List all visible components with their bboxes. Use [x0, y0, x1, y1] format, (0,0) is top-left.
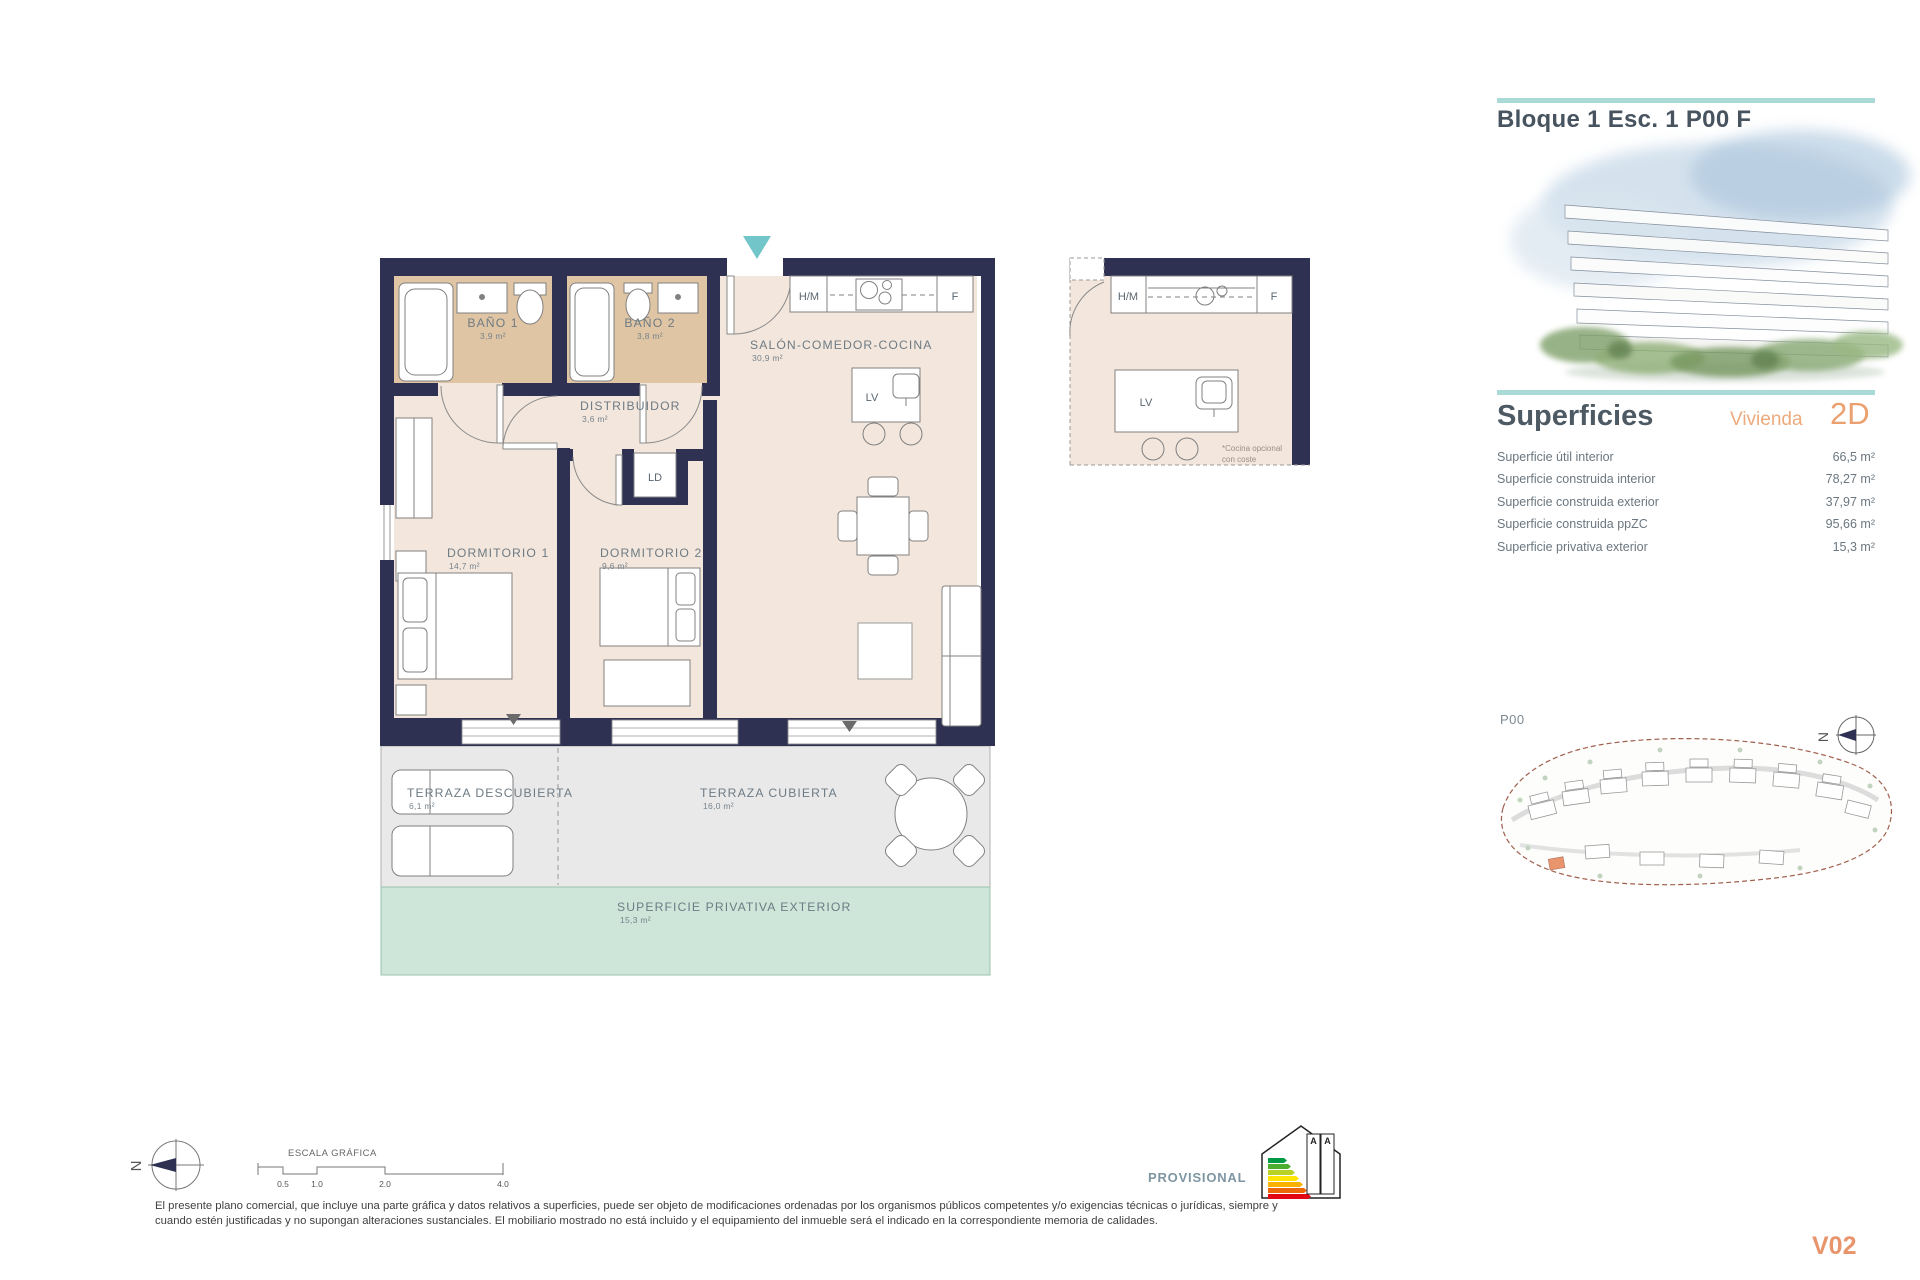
label-ld: LD	[647, 472, 663, 484]
area-salon: 30,9 m²	[752, 353, 783, 363]
superficie-label: Superficie privativa exterior	[1497, 539, 1648, 554]
site-north-letter: N	[1815, 731, 1831, 743]
superficie-value: 78,27 m²	[1825, 472, 1875, 487]
scale-tick-20: 2.0	[379, 1179, 391, 1189]
superficie-value: 15,3 m²	[1832, 539, 1875, 554]
rug	[858, 623, 912, 679]
entrance-marker	[743, 236, 771, 259]
vivienda-label: Vivienda	[1730, 409, 1803, 430]
area-terraza-descubierta: 6,1 m²	[409, 801, 435, 811]
superficies-row	[1497, 517, 1875, 539]
energy-rating-icon	[1262, 1126, 1340, 1199]
label-distribuidor: DISTRIBUIDOR	[580, 399, 681, 413]
scale-tick-05: 0.5	[277, 1179, 289, 1189]
building-rendering	[1510, 130, 1910, 382]
area-dormitorio1: 14,7 m²	[449, 561, 480, 571]
energy-letter-2: A	[1324, 1136, 1331, 1146]
inset-label-hm: H/M	[1117, 291, 1139, 303]
disclaimer-line-2: cuando estén justificadas y no supongan alteraciones sustanciales. El mobiliario mostrado no está incluido y el equipamiento del inmueble será el indicado en la correspondiente memoria de calidades.	[155, 1214, 1158, 1227]
sofa	[942, 586, 981, 726]
label-dormitorio1: DORMITORIO 1	[447, 546, 550, 560]
provisional-label: PROVISIONAL	[1148, 1170, 1247, 1185]
windows	[462, 720, 936, 744]
area-sup-privativa: 15,3 m²	[620, 915, 651, 925]
superficie-value: 37,97 m²	[1825, 494, 1875, 509]
label-terraza-descubierta: TERRAZA DESCUBIERTA	[407, 786, 574, 800]
scale-tick-10: 1.0	[311, 1179, 323, 1189]
label-f: F	[951, 291, 959, 303]
energy-letter-1: A	[1310, 1136, 1317, 1146]
label-hm: H/M	[798, 291, 820, 303]
label-banio1: BAÑO 1	[467, 316, 519, 330]
superficies-row	[1497, 450, 1875, 472]
inset-label-lv: LV	[1139, 397, 1153, 409]
superficie-value: 66,5 m²	[1832, 450, 1875, 464]
kitchen-note-line1: *Cocina opcional	[1222, 444, 1283, 453]
superficies-panel	[1497, 398, 1875, 562]
label-salon: SALÓN-COMEDOR-COCINA	[750, 338, 933, 352]
north-letter: N	[128, 1160, 145, 1172]
superficies-heading: Superficies	[1497, 400, 1654, 432]
disclaimer-line-1: El presente plano comercial, que incluye una parte gráfica y datos relativos a superficies, puede ser objeto de modificaciones ordenadas por los organismos públicos competentes y/o exigencias técnicas o jurídicas, siempre y	[155, 1200, 1278, 1212]
superficie-label: Superficie construida ppZC	[1497, 517, 1648, 532]
superficies-rows	[1497, 450, 1875, 562]
site-plan	[1501, 715, 1891, 885]
superficies-row	[1497, 495, 1875, 517]
area-banio1: 3,9 m²	[480, 331, 506, 341]
disclaimer	[155, 1199, 1415, 1228]
label-dormitorio2: DORMITORIO 2	[600, 546, 703, 560]
scale-tick-40: 4.0	[497, 1179, 509, 1189]
label-terraza-cubierta: TERRAZA CUBIERTA	[700, 786, 838, 800]
header-rule	[1497, 98, 1875, 103]
version-label: V02	[1812, 1232, 1857, 1260]
kitchen-inset	[1070, 258, 1310, 465]
superficies-row	[1497, 540, 1875, 562]
area-dormitorio2: 9,6 m²	[602, 561, 628, 571]
kitchen-note-line2: con coste	[1222, 455, 1257, 464]
area-banio2: 3,8 m²	[637, 331, 663, 341]
area-terraza-cubierta: 16,0 m²	[703, 801, 734, 811]
scale-title: ESCALA GRÁFICA	[288, 1148, 377, 1159]
bedroom2-furniture	[600, 568, 700, 706]
superficie-label: Superficie construida exterior	[1497, 494, 1659, 509]
superficie-value: 95,66 m²	[1825, 517, 1875, 532]
site-floor-label: P00	[1500, 712, 1525, 727]
label-lv: LV	[865, 392, 879, 404]
site-north-compass	[1815, 715, 1876, 755]
highlighted-unit	[1548, 857, 1565, 870]
area-distribuidor: 3,6 m²	[582, 414, 608, 424]
superficie-label: Superficie útil interior	[1497, 450, 1614, 464]
superficie-label: Superficie construida interior	[1497, 472, 1656, 487]
scale-bar	[258, 1148, 509, 1189]
superficies-row	[1497, 472, 1875, 494]
label-sup-privativa: SUPERFICIE PRIVATIVA EXTERIOR	[617, 900, 852, 914]
vivienda-type: 2D	[1830, 396, 1870, 431]
floor-plan	[380, 236, 995, 975]
superficies-rule	[1497, 390, 1875, 395]
inset-label-f: F	[1270, 291, 1278, 303]
page-title: Bloque 1 Esc. 1 P00 F	[1497, 106, 1752, 133]
label-banio2: BAÑO 2	[624, 316, 676, 330]
north-compass	[128, 1139, 204, 1191]
